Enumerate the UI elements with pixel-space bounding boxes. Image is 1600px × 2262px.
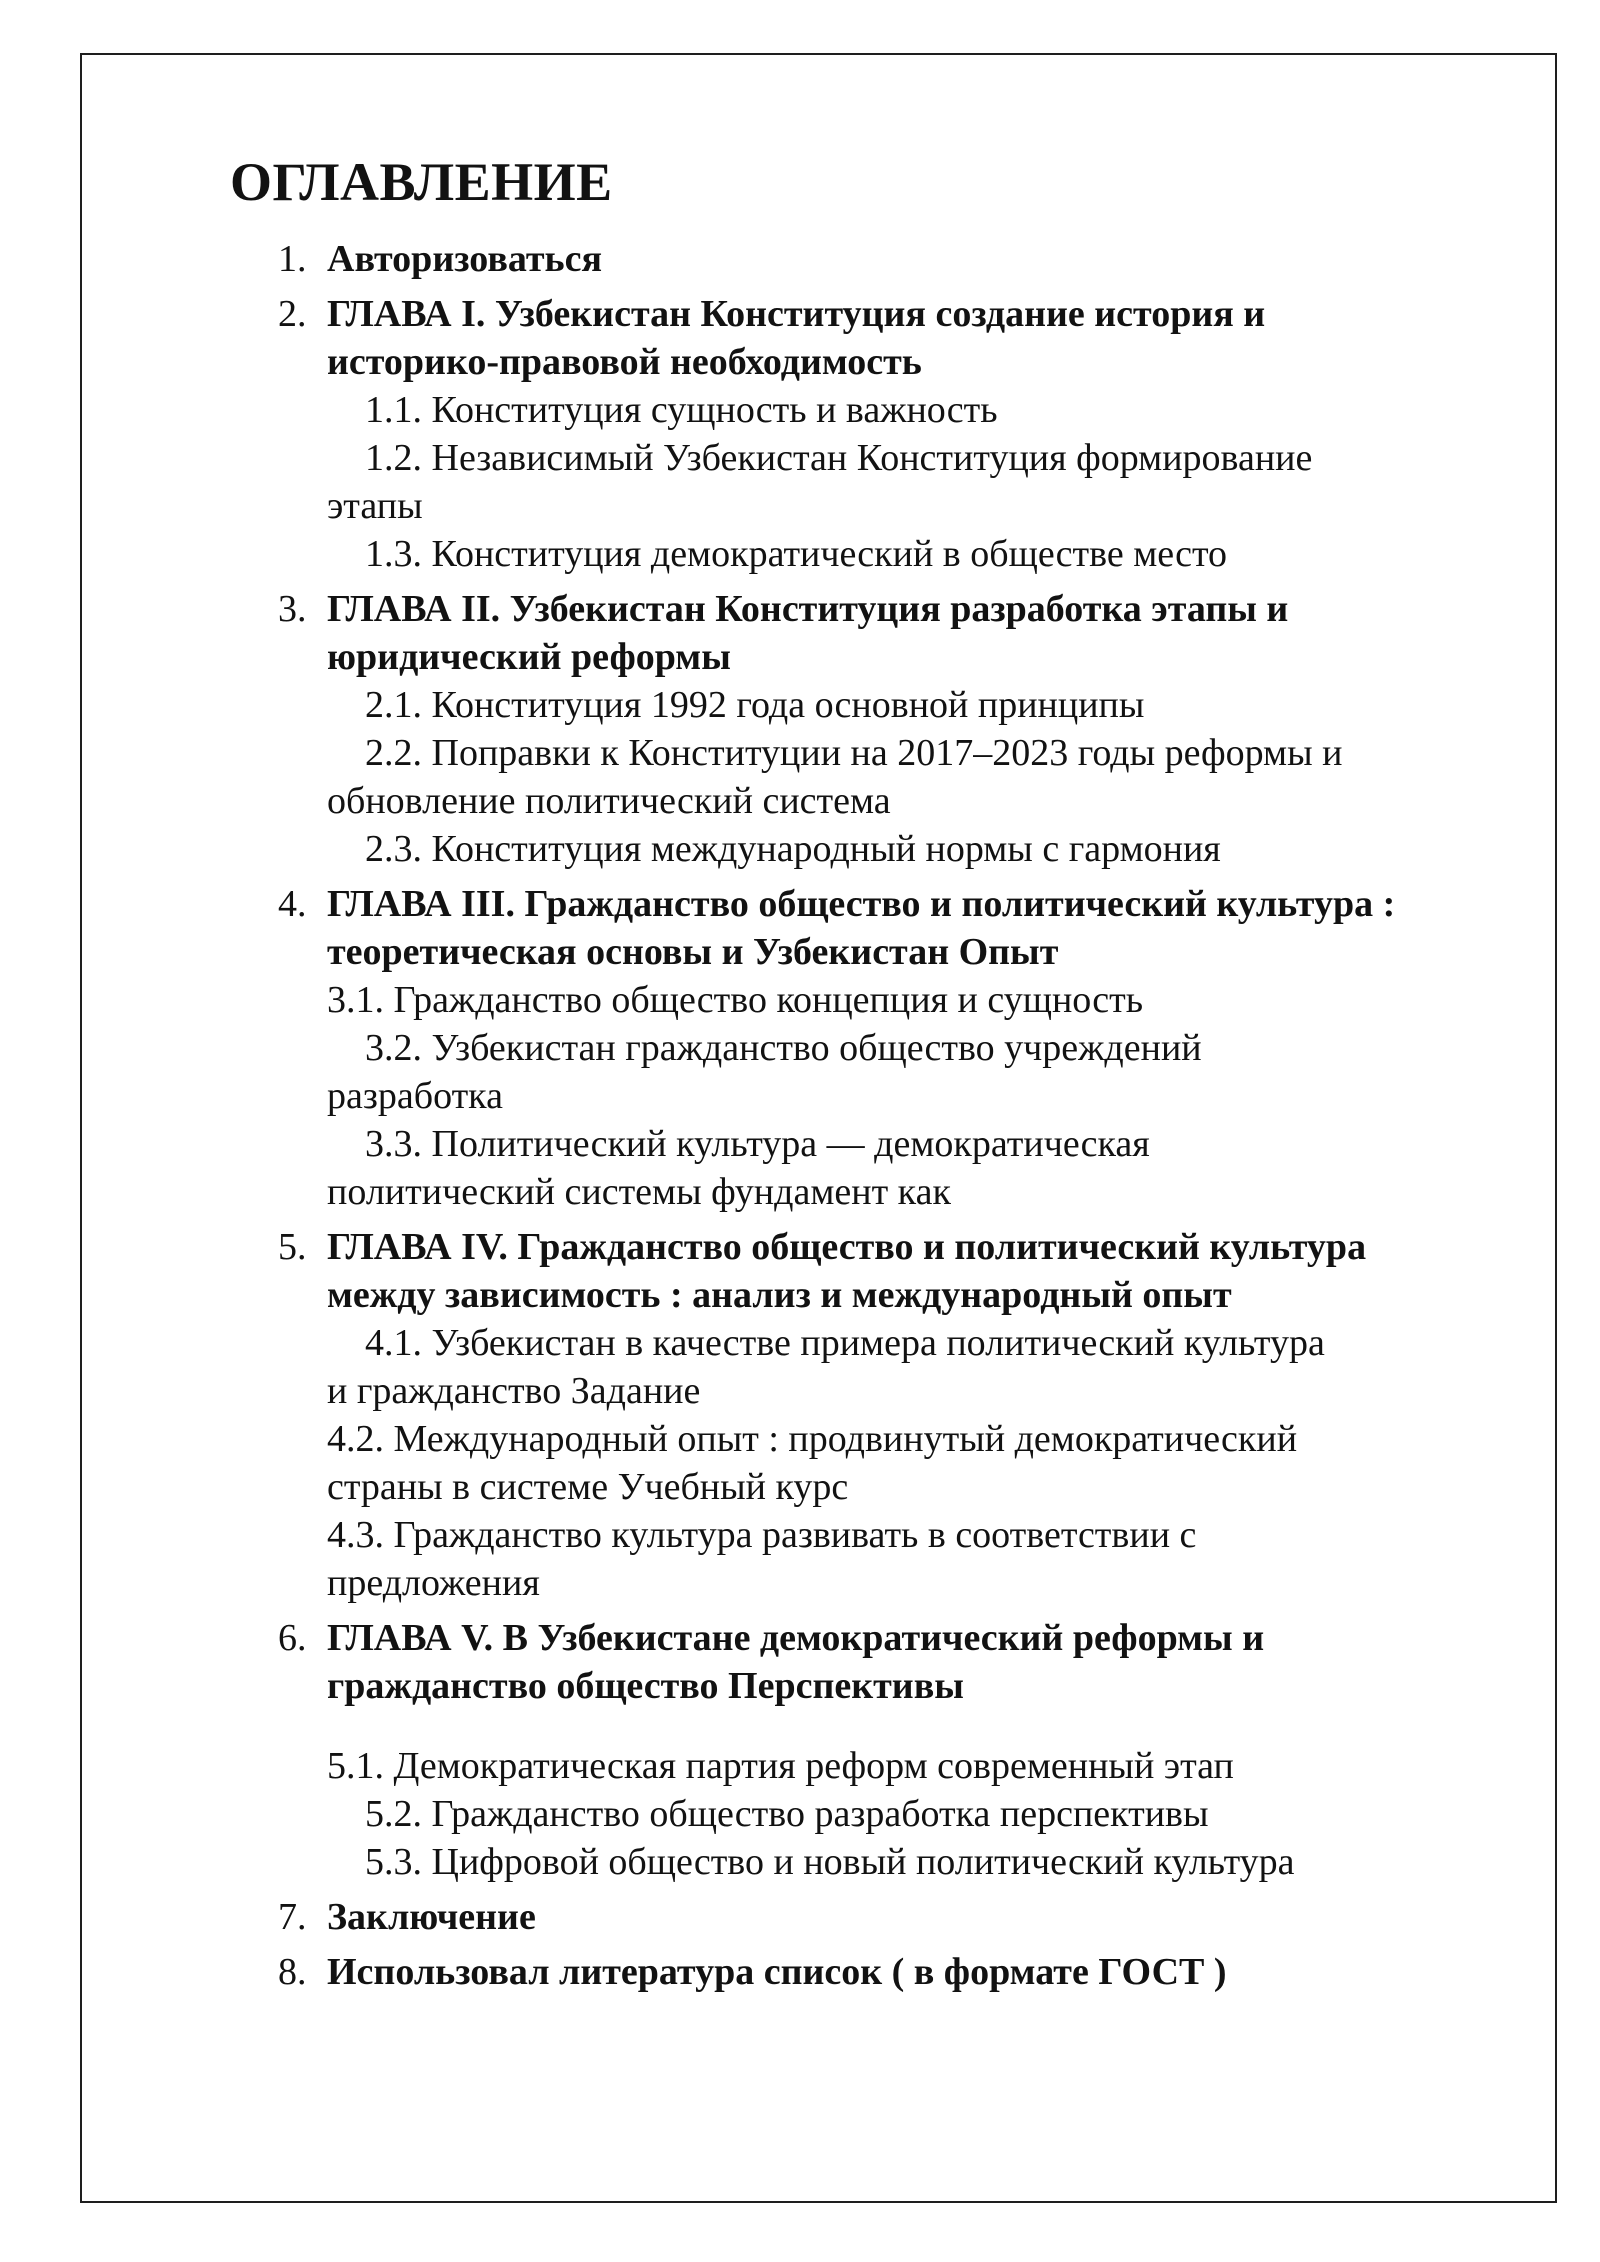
toc-line: 2.1. Конституция 1992 года основной принципы (365, 684, 1145, 726)
toc-line: 3.2. Узбекистан гражданство общество учреждений (365, 1027, 1202, 1069)
toc-line: ГЛАВА II. Узбекистан Конституция разработка этапы и (327, 588, 1289, 630)
toc-line: 4.1. Узбекистан в качестве примера политический культура (365, 1322, 1325, 1364)
toc-item-number: 4. (278, 883, 307, 925)
toc-subitem (0, 825, 1600, 873)
toc-line: историко-правовой необходимость (327, 341, 922, 383)
toc-line: 2.3. Конституция международный нормы с гармония (365, 828, 1221, 870)
toc-line: ГЛАВА V. В Узбекистане демократический реформы и (327, 1617, 1265, 1659)
toc-subitem (0, 1790, 1600, 1838)
toc-subitem (0, 386, 1600, 434)
toc-item (0, 1614, 1600, 1710)
page-content (0, 152, 1600, 1996)
toc-item (0, 585, 1600, 681)
toc-line: 2.2. Поправки к Конституции на 2017–2023 годы реформы и (365, 732, 1343, 774)
toc-line: теоретическая основы и Узбекистан Опыт (327, 931, 1059, 973)
toc-subitem (0, 681, 1600, 729)
toc-line: ГЛАВА III. Гражданство общество и политический культура : (327, 883, 1396, 925)
toc-line: 5.3. Цифровой общество и новый политический культура (365, 1841, 1295, 1883)
toc-item-number: 6. (278, 1617, 307, 1659)
toc-line: политический системы фундамент как (327, 1171, 951, 1213)
toc-item-number: 2. (278, 293, 307, 335)
toc-line: этапы (327, 485, 423, 527)
toc-line: 3.3. Политический культура — демократическая (365, 1123, 1150, 1165)
toc-item (0, 290, 1600, 386)
toc-line: гражданство общество Перспективы (327, 1665, 964, 1707)
page-title: ОГЛАВЛЕНИЕ (230, 152, 613, 212)
toc-line: страны в системе Учебный курс (327, 1466, 849, 1508)
toc-subitem (0, 530, 1600, 578)
toc-line: Использовал литература список ( в формате ГОСТ ) (327, 1951, 1227, 1993)
toc-line: юридический реформы (327, 636, 731, 678)
toc-line: 4.3. Гражданство культура развивать в соответствии с (327, 1514, 1197, 1556)
toc-item (0, 1223, 1600, 1319)
toc-line: предложения (327, 1562, 540, 1604)
toc-subitem (0, 434, 1600, 530)
toc-line: 5.2. Гражданство общество разработка перспективы (365, 1793, 1209, 1835)
toc-line: 4.2. Международный опыт : продвинутый демократический (327, 1418, 1298, 1460)
toc-item-number: 1. (278, 238, 307, 280)
toc-subitem (0, 1120, 1600, 1216)
toc-subitem (0, 1415, 1600, 1511)
toc-item-number: 7. (278, 1896, 307, 1938)
toc-line: 5.1. Демократическая партия реформ современный этап (327, 1745, 1234, 1787)
toc (0, 235, 1600, 1996)
toc-line: 1.2. Независимый Узбекистан Конституция формирование (365, 437, 1313, 479)
toc-item-number: 5. (278, 1226, 307, 1268)
toc-subitem (0, 976, 1600, 1024)
toc-subitem (0, 1838, 1600, 1886)
toc-line: и гражданство Задание (327, 1370, 701, 1412)
toc-item (0, 880, 1600, 976)
toc-item (0, 1948, 1600, 1996)
toc-item-number: 8. (278, 1951, 307, 1993)
toc-line: обновление политический система (327, 780, 891, 822)
toc-line: Заключение (327, 1896, 536, 1938)
toc-item (0, 1893, 1600, 1941)
toc-line: 1.3. Конституция демократический в обществе место (365, 533, 1228, 575)
toc-subitem (0, 1511, 1600, 1607)
toc-subitem (0, 729, 1600, 825)
toc-line: Авторизоваться (327, 238, 603, 280)
toc-line: разработка (327, 1075, 503, 1117)
toc-line: ГЛАВА IV. Гражданство общество и политический культура (327, 1226, 1367, 1268)
toc-subitem (0, 1024, 1600, 1120)
toc-item-number: 3. (278, 588, 307, 630)
toc-line: 3.1. Гражданство общество концепция и сущность (327, 979, 1144, 1021)
toc-line: между зависимость : анализ и международный опыт (327, 1274, 1232, 1316)
toc-item (0, 235, 1600, 283)
toc-subitem (0, 1742, 1600, 1790)
toc-line: ГЛАВА I. Узбекистан Конституция создание история и (327, 293, 1266, 335)
toc-line: 1.1. Конституция сущность и важность (365, 389, 998, 431)
toc-subitem (0, 1319, 1600, 1415)
